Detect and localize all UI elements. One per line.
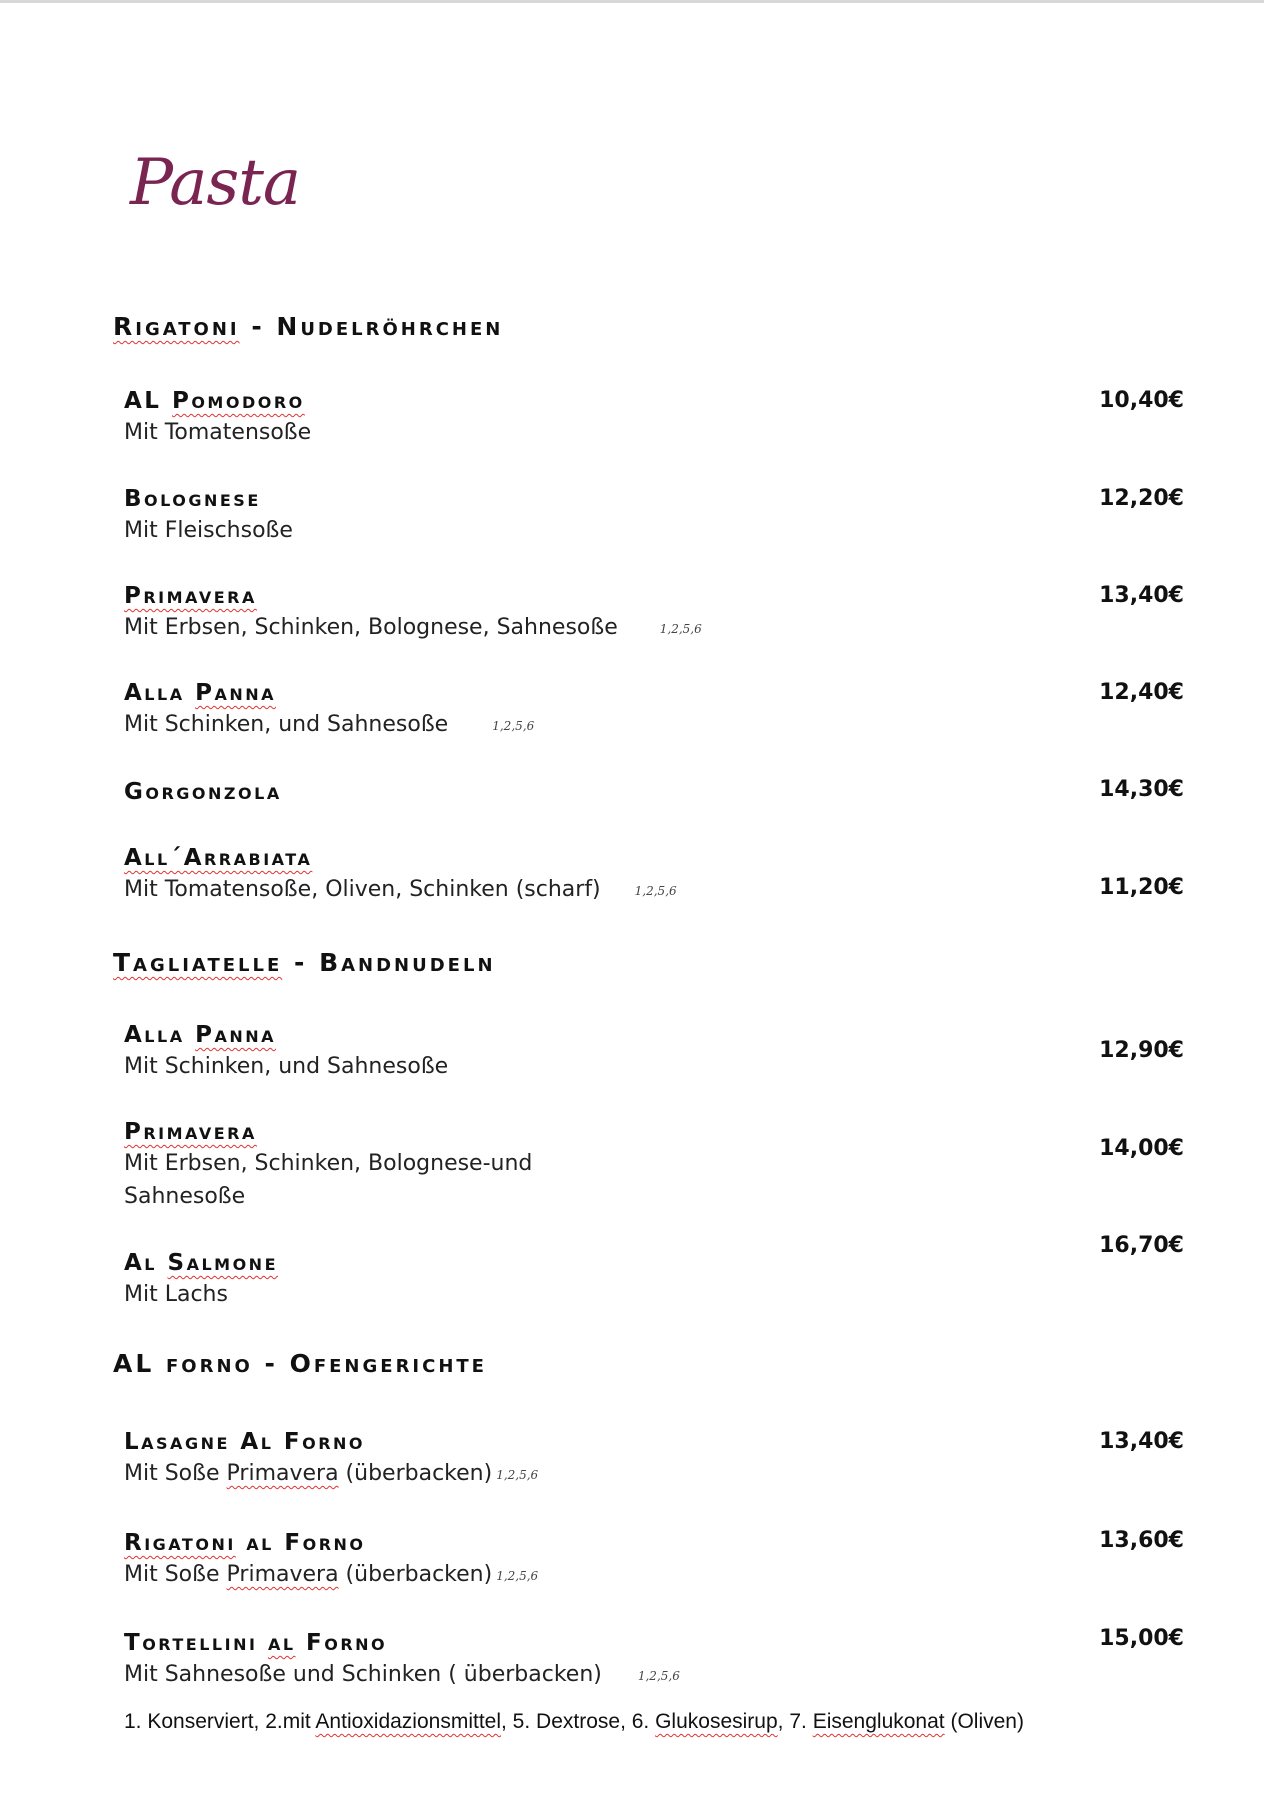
section-heading-tagliatelle <box>113 948 496 977</box>
item-name: Lasagne Al Forno <box>124 1429 366 1455</box>
item-name <box>124 581 1184 611</box>
footnote-text: Eisenglukonat <box>812 1710 945 1733</box>
item-name-part: Panna <box>195 1022 276 1048</box>
item-name-part: Panna <box>195 680 276 706</box>
menu-item-alla-panna <box>124 678 1184 743</box>
item-description: Mit Tomatensoße <box>124 420 312 445</box>
item-name-part: Forno <box>295 1630 388 1656</box>
item-name <box>124 1248 1184 1278</box>
item-description <box>124 1558 1184 1593</box>
item-description: Mit Erbsen, Schinken, Bolognese-und <box>124 1151 533 1176</box>
item-description <box>124 873 1184 908</box>
item-price: 13,40€ <box>1099 583 1184 608</box>
top-border <box>0 0 1264 3</box>
item-price: 16,70€ <box>1099 1233 1184 1258</box>
item-name-part: AL <box>124 388 172 414</box>
item-name-part: Primavera <box>124 583 257 609</box>
item-name-part: Forno <box>284 1530 366 1556</box>
menu-item-lasagne-al-forno <box>124 1427 1184 1492</box>
item-description-text: Mit Erbsen, Schinken, Bolognese, Sahnesoße <box>124 615 618 640</box>
item-name-part: Alla <box>124 1022 196 1048</box>
item-description <box>124 708 1184 743</box>
item-description <box>124 1457 1184 1492</box>
item-name-part: Al <box>124 1250 168 1276</box>
item-name-part: Salmone <box>167 1250 279 1276</box>
item-price: 10,40€ <box>1099 388 1184 413</box>
item-name <box>124 1628 1184 1658</box>
section-heading-part: - Bandnudeln <box>282 948 496 977</box>
item-name <box>124 1020 1184 1050</box>
footnote-text: 1. Konserviert, 2.mit <box>124 1710 316 1733</box>
item-name <box>124 1117 1184 1147</box>
section-heading-rigatoni <box>113 312 503 341</box>
item-description-text: Mit Tomatensoße, Oliven, Schinken (scharf) <box>124 877 601 902</box>
item-name <box>124 386 1184 416</box>
item-name-part: Rigatoni <box>124 1530 236 1556</box>
allergen-codes: 1,2,5,6 <box>492 719 535 733</box>
item-description <box>124 611 1184 646</box>
item-price: 15,00€ <box>1099 1626 1184 1651</box>
item-description-text: (überbacken) <box>338 1562 493 1587</box>
menu-item-bolognese <box>124 484 1184 547</box>
item-name-part: al <box>267 1630 296 1656</box>
menu-item-gorgonzola <box>124 777 1184 807</box>
item-name-part: Tortellini <box>124 1630 268 1656</box>
item-price: 11,20€ <box>1099 875 1184 900</box>
menu-item-tortellini-al-forno <box>124 1628 1184 1693</box>
section-heading-part: - Nudelröhrchen <box>239 312 504 341</box>
item-description-text: Primavera <box>226 1461 339 1486</box>
item-name: Bolognese <box>124 486 261 512</box>
item-price: 12,20€ <box>1099 486 1184 511</box>
item-price: 13,60€ <box>1099 1528 1184 1553</box>
item-name: Gorgonzola <box>124 779 282 805</box>
item-name-part: Primavera <box>124 1119 257 1145</box>
item-price: 13,40€ <box>1099 1429 1184 1454</box>
menu-item-allarrabiata <box>124 843 1184 908</box>
footnote-text: Glukosesirup <box>655 1710 778 1733</box>
page-title: Pasta <box>130 146 301 220</box>
menu-item-primavera <box>124 1117 1184 1213</box>
allergen-codes: 1,2,5,6 <box>496 1569 539 1583</box>
item-description-text: Mit Soße <box>124 1461 227 1486</box>
item-price: 12,90€ <box>1099 1038 1184 1063</box>
allergen-codes: 1,2,5,6 <box>659 622 702 636</box>
menu-item-al-pomodoro <box>124 386 1184 449</box>
item-description: Mit Schinken, und Sahnesoße <box>124 1054 449 1079</box>
footnote-text: , 5. Dextrose, 6. <box>501 1710 656 1733</box>
item-price: 12,40€ <box>1099 680 1184 705</box>
section-heading-part: Tagliatelle <box>113 948 283 977</box>
item-description: Mit Lachs <box>124 1282 228 1307</box>
menu-item-rigatoni-al-forno <box>124 1528 1184 1593</box>
footnote-text: Antioxidazionsmittel <box>315 1710 502 1733</box>
item-price: 14,00€ <box>1099 1136 1184 1161</box>
menu-item-primavera <box>124 581 1184 646</box>
item-description-text: Mit Soße <box>124 1562 227 1587</box>
item-price: 14,30€ <box>1099 777 1184 802</box>
item-name-part: All´Arrabiata <box>124 845 313 871</box>
item-description-text: Primavera <box>226 1562 339 1587</box>
item-name <box>124 1528 1184 1558</box>
item-name-part: Alla <box>124 680 196 706</box>
allergen-footnote <box>124 1710 1024 1734</box>
section-heading-al-forno: AL forno - Ofengerichte <box>113 1349 487 1378</box>
footnote-text: (Oliven) <box>944 1710 1024 1733</box>
menu-item-al-salmone <box>124 1248 1184 1311</box>
allergen-codes: 1,2,5,6 <box>634 884 677 898</box>
item-description: Mit Fleischsoße <box>124 518 293 543</box>
allergen-codes: 1,2,5,6 <box>496 1468 539 1482</box>
section-heading-part: Rigatoni <box>113 312 240 341</box>
item-name-part: al <box>235 1530 285 1556</box>
allergen-codes: 1,2,5,6 <box>637 1669 680 1683</box>
item-description: Sahnesoße <box>124 1184 246 1209</box>
item-description-text: (überbacken) <box>338 1461 493 1486</box>
menu-item-alla-panna <box>124 1020 1184 1083</box>
item-name <box>124 678 1184 708</box>
item-description-text: Mit Schinken, und Sahnesoße <box>124 712 449 737</box>
item-description <box>124 1658 1184 1693</box>
item-description-text: Mit Sahnesoße und Schinken ( überbacken) <box>124 1662 602 1687</box>
item-name-part: Pomodoro <box>171 388 305 414</box>
footnote-text: , 7. <box>777 1710 813 1733</box>
item-name <box>124 843 1184 873</box>
